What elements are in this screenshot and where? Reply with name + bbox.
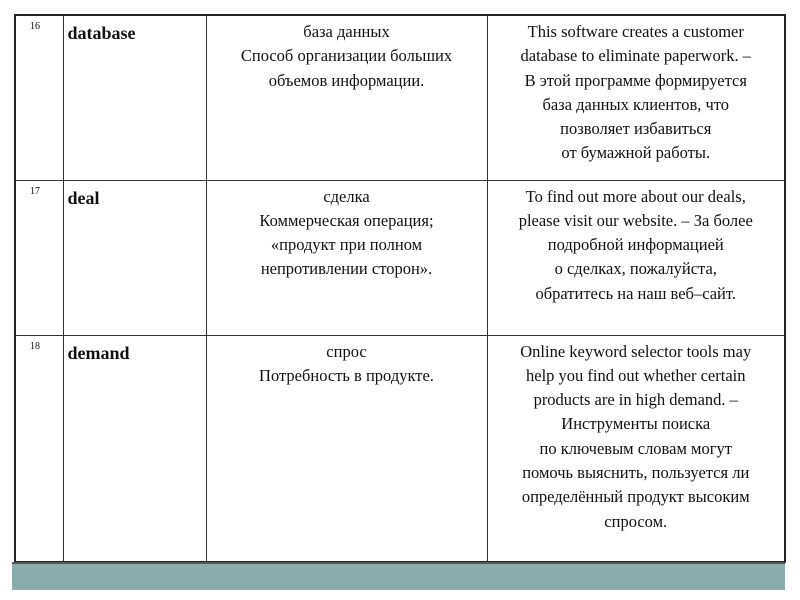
example-line: определённый продукт высоким	[521, 487, 750, 507]
translation-line: Способ организации больших	[240, 46, 453, 66]
term: deal	[63, 180, 206, 335]
example-line: о сделках, пожалуйста,	[554, 259, 717, 279]
row-number: 18	[15, 335, 63, 562]
example-line: по ключевым словам могут	[539, 438, 732, 458]
term: demand	[63, 335, 206, 562]
translation-line: сделка	[323, 186, 370, 206]
example-line: database to eliminate paperwork. –	[520, 46, 751, 66]
example-line: спросом.	[604, 511, 668, 531]
term: database	[63, 15, 206, 180]
translation-line: Коммерческая операция;	[259, 210, 434, 230]
table-row	[15, 335, 785, 562]
example-line: от бумажной работы.	[561, 143, 711, 163]
example-line: помочь выяснить, пользуется ли	[522, 462, 750, 482]
example-line: help you find out whether certain	[526, 365, 746, 385]
translation-cell	[206, 335, 487, 562]
example-line: To find out more about our deals,	[525, 186, 746, 206]
example-line: подробной информацией	[547, 235, 724, 255]
glossary-table	[14, 14, 786, 563]
example-line: обратитесь на наш веб–сайт.	[535, 283, 736, 303]
row-number: 17	[15, 180, 63, 335]
example-line: база данных клиентов, что	[542, 94, 730, 114]
example-cell	[487, 335, 785, 562]
translation-line: непротивлении сторон».	[260, 259, 433, 279]
translation-cell	[206, 180, 487, 335]
translation-line: спрос	[326, 341, 367, 361]
translation-line: объемов информации.	[268, 70, 425, 90]
translation-line: «продукт при полном	[270, 235, 423, 255]
example-line: This software creates a customer	[527, 22, 744, 41]
row-number: 16	[15, 15, 63, 180]
footer-bar	[12, 562, 785, 590]
example-line: Online keyword selector tools may	[520, 341, 752, 361]
table-row	[15, 180, 785, 335]
translation-line: Потребность в продукте.	[259, 365, 434, 385]
translation-cell	[206, 15, 487, 180]
example-line: позволяет избавиться	[560, 119, 712, 139]
table-row	[15, 15, 785, 180]
translation-line: база данных	[303, 22, 390, 41]
example-line: products are in high demand. –	[533, 390, 738, 410]
example-line: В этой программе формируется	[524, 70, 747, 90]
example-line: Инструменты поиска	[561, 414, 711, 434]
example-cell	[487, 15, 785, 180]
example-cell	[487, 180, 785, 335]
example-line: please visit our website. – За более	[518, 210, 753, 230]
